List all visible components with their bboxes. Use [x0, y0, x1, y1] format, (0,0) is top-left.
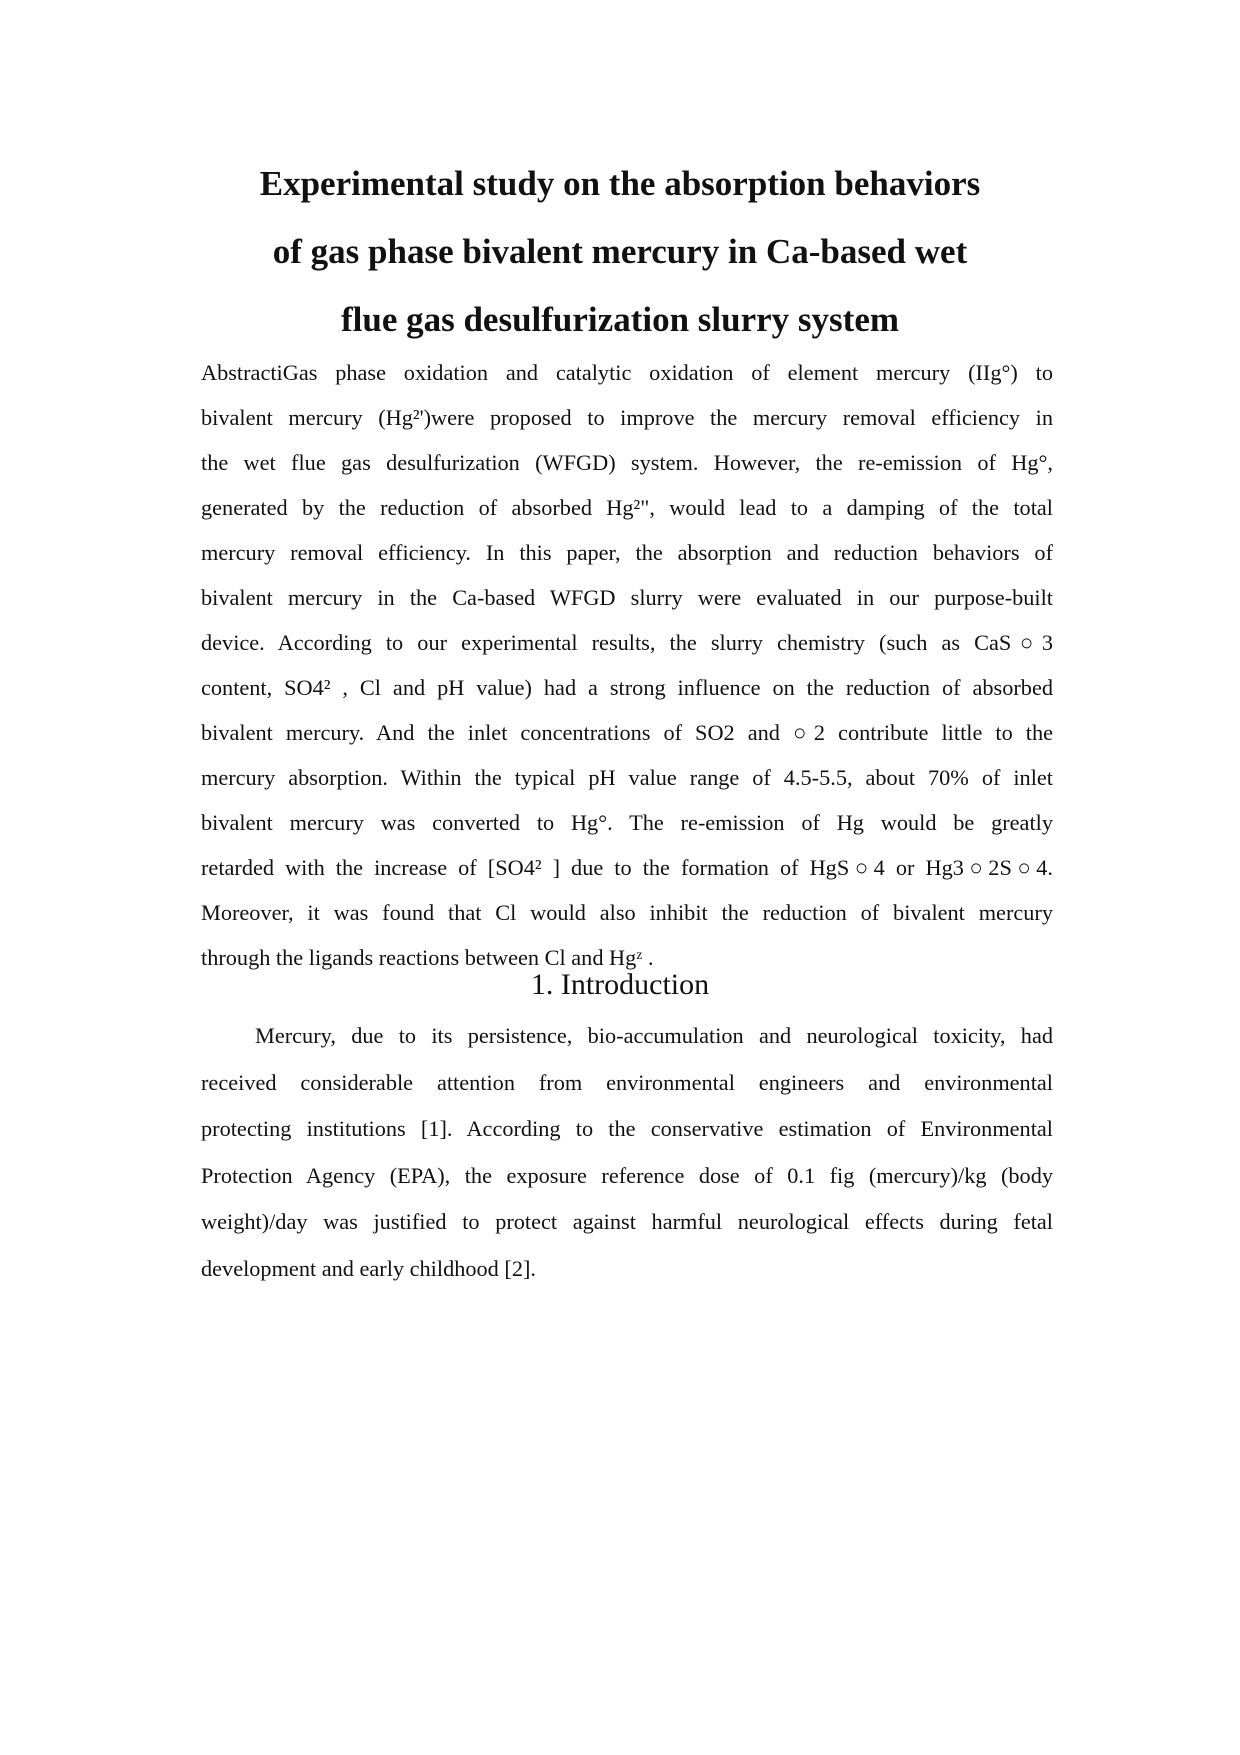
abstract-line: device. According to our experimental results, the slurry chemistry (such as CaS○3: [201, 630, 1053, 655]
abstract-line: mercury absorption. Within the typical pH value range of 4.5-5.5, about 70% of inlet: [201, 765, 1053, 790]
abstract-line: AbstractiGas phase oxidation and catalytic oxidation of element mercury (IIg°) to: [201, 360, 1053, 385]
abstract-line: mercury removal efficiency. In this paper, the absorption and reduction behaviors of: [201, 540, 1053, 565]
abstract-line: content, SO4² , Cl and pH value) had a strong influence on the reduction of absorbed: [201, 675, 1053, 700]
title-line: Experimental study on the absorption behaviors: [259, 164, 981, 203]
abstract-line: bivalent mercury was converted to Hg°. The re-emission of Hg would be greatly: [201, 810, 1053, 835]
intro-line: Mercury, due to its persistence, bio-accumulation and neurological toxicity, had: [255, 1023, 1053, 1048]
abstract-paragraph: [201, 350, 1053, 980]
abstract-line: generated by the reduction of absorbed Hg²", would lead to a damping of the total: [201, 495, 1053, 520]
abstract-line: bivalent mercury in the Ca-based WFGD slurry were evaluated in our purpose-built: [201, 585, 1053, 610]
abstract-line: bivalent mercury (Hg²')were proposed to improve the mercury removal efficiency in: [201, 405, 1053, 430]
intro-line: weight)/day was justified to protect against harmful neurological effects during fetal: [201, 1209, 1053, 1234]
intro-line: received considerable attention from environmental engineers and environmental: [201, 1069, 1053, 1095]
abstract-line: the wet flue gas desulfurization (WFGD) system. However, the re-emission of Hg°,: [201, 450, 1053, 475]
intro-line: Protection Agency (EPA), the exposure reference dose of 0.1 fig (mercury)/kg (body: [201, 1162, 1053, 1188]
abstract-line: retarded with the increase of [SO4² ] due to the formation of HgS○4 or Hg3○2S○4.: [201, 855, 1053, 880]
introduction-paragraph: [201, 1013, 1053, 1292]
intro-line: development and early childhood [2].: [201, 1255, 536, 1281]
title-line: flue gas desulfurization slurry system: [340, 300, 900, 339]
paper-title: [180, 150, 1060, 354]
intro-line: protecting institutions [1]. According to the conservative estimation of Environmental: [201, 1116, 1053, 1141]
abstract-line: through the ligands reactions between Cl and Hgᶻ .: [201, 945, 654, 970]
section-heading-introduction: 1. Introduction: [530, 968, 710, 1001]
title-line: of gas phase bivalent mercury in Ca-based wet: [272, 232, 968, 271]
abstract-line: bivalent mercury. And the inlet concentrations of SO2 and ○2 contribute little to the: [201, 720, 1053, 745]
abstract-line: Moreover, it was found that Cl would also inhibit the reduction of bivalent mercury: [201, 900, 1053, 925]
